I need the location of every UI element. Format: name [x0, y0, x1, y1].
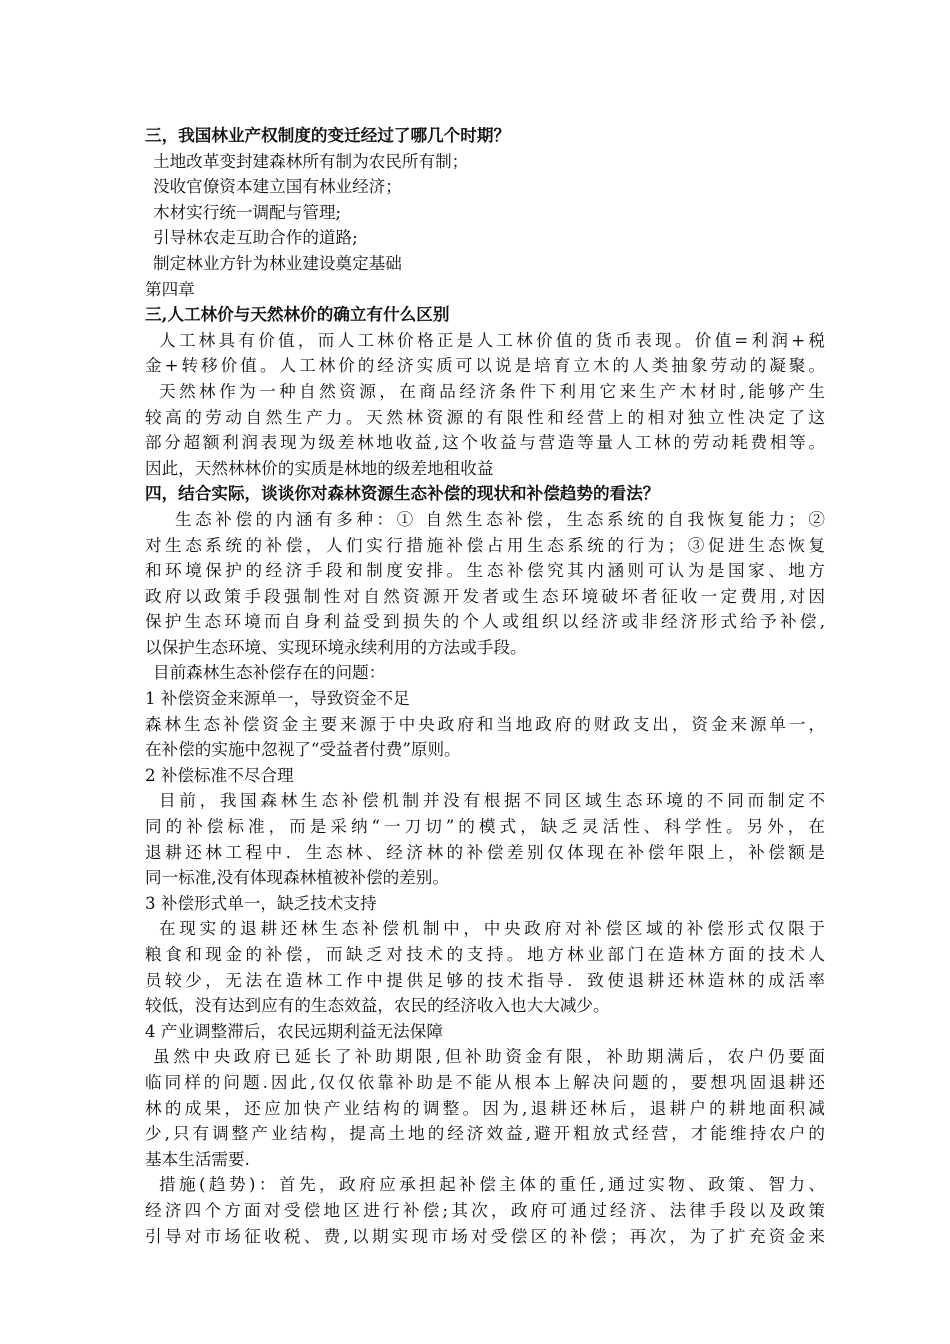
text-line: 制定林业方针为林业建设奠定基础: [153, 253, 402, 273]
text-line: 在现实的退耕还林生态补偿机制中，中央政府对补偿区域的补偿形式仅限于: [159, 919, 825, 939]
text-line: 措施(趋势)：首先，政府应承担起补偿主体的重任,通过实物、政策、智力、: [159, 1175, 825, 1195]
text-line: 目前森林生态补偿存在的问题：: [153, 663, 386, 683]
text-line: 政府以政策手段强制性对自然资源开发者或生态环境破坏者征收一定费用,对因: [145, 586, 825, 606]
text-line: 同一标准,没有体现森林植被补偿的差别。: [145, 868, 449, 888]
text-line: 和环境保护的经济手段和制度安排。生态补偿究其内涵则可认为是国家、地方: [145, 561, 825, 581]
text-line: 较低，没有达到应有的生态效益，农民的经济收入也大大减少。: [145, 996, 610, 1016]
text-line: 临同样的问题.因此,仅仅依靠补助是不能从根本上解决问题的，要想巩固退耕还: [145, 1072, 825, 1092]
text-line: 经济四个方面对受偿地区进行补偿;其次，政府可通过经济、法律手段以及政策: [145, 1200, 825, 1220]
document-page: [145, 123, 825, 1249]
text-line: 退耕还林工程中．生态林、经济林的补偿差别仅体现在补偿年限上，补偿额是: [145, 842, 825, 862]
text-line: 森林生态补偿资金主要来源于中央政府和当地政府的财政支出，资金来源单一，: [145, 714, 825, 734]
text-line: 没收官僚资本建立国有林业经济；: [153, 177, 402, 197]
text-line: 在补偿的实施中忽视了“受益者付费”原则。: [145, 740, 461, 760]
text-line: 少,只有调整产业结构，提高土地的经济效益,避开粗放式经营，才能维持农户的: [145, 1124, 825, 1144]
text-line: 土地改革变封建森林所有制为农民所有制；: [153, 151, 469, 171]
text-line: 3 补偿形式单一，缺乏技术支持: [145, 893, 377, 913]
text-line: 引导对市场征收税、费,以期实现市场对受偿区的补偿；再次，为了扩充资金来: [145, 1226, 825, 1246]
text-line: 基本生活需要.: [145, 1149, 250, 1169]
text-line: 粮食和现金的补偿，而缺乏对技术的支持。地方林业部门在造林方面的技术人: [145, 945, 825, 964]
section-heading: 四，结合实际，谈谈你对森林资源生态补偿的现状和补偿趋势的看法？: [145, 483, 660, 504]
text-line: 人工林具有价值，而人工林价格正是人工林价值的货币表现。价值=利润+税: [159, 330, 825, 350]
text-line: 第四章: [145, 279, 195, 299]
text-line: 林的成果，还应加快产业结构的调整。因为,退耕还林后，退耕户的耕地面积减: [145, 1098, 825, 1118]
text-line: 对生态系统的补偿，人们实行措施补偿占用生态系统的行为；③促进生态恢复: [145, 535, 825, 555]
text-line: 员较少，无法在造林工作中提供足够的技术指导．致使退耕还林造林的成活率: [145, 970, 825, 990]
text-line: 同的补偿标准，而是采纳“一刀切”的模式，缺乏灵活性、科学性。另外，在: [145, 817, 825, 837]
text-line: 生态补偿的内涵有多种：① 自然生态补偿，生态系统的自我恢复能力；②: [175, 509, 825, 529]
text-line: 4 产业调整滞后，农民远期利益无法保障: [145, 1021, 443, 1041]
section-heading: 三,人工林价与天然林价的确立有什么区别: [145, 304, 450, 325]
text-line: 虽然中央政府已延长了补助期限,但补助资金有限，补助期满后，农户仍要面: [153, 1047, 825, 1067]
text-line: 金+转移价值。人工林价的经济实质可以说是培育立木的人类抽象劳动的凝聚。: [145, 356, 825, 376]
text-line: 引导林农走互助合作的道路;: [153, 228, 358, 248]
text-line: 较高的劳动自然生产力。天然林资源的有限性和经营上的相对独立性决定了这: [145, 407, 825, 427]
text-line: 部分超额利润表现为级差林地收益,这个收益与营造等量人工林的劳动耗费相等。: [145, 433, 825, 453]
text-line: 木材实行统一调配与管理;: [153, 202, 342, 222]
section-heading: 三，我国林业产权制度的变迁经过了哪几个时期？: [145, 125, 511, 145]
text-line: 2 补偿标准不尽合理: [145, 765, 294, 785]
text-line: 1 补偿资金来源单一，导致资金不足: [145, 689, 410, 709]
text-line: 天然林作为一种自然资源，在商品经济条件下利用它来生产木材时,能够产生: [159, 381, 825, 401]
text-line: 因此，天然林林价的实质是林地的级差地租收益: [145, 458, 494, 478]
text-line: 保护生态环境而自身利益受到损失的个人或组织以经济或非经济形式给予补偿,: [145, 612, 825, 632]
text-line: 以保护生态环境、实现环境永续利用的方法或手段。: [145, 637, 527, 657]
text-line: 目前，我国森林生态补偿机制并没有根据不同区域生态环境的不同而制定不: [159, 791, 825, 811]
